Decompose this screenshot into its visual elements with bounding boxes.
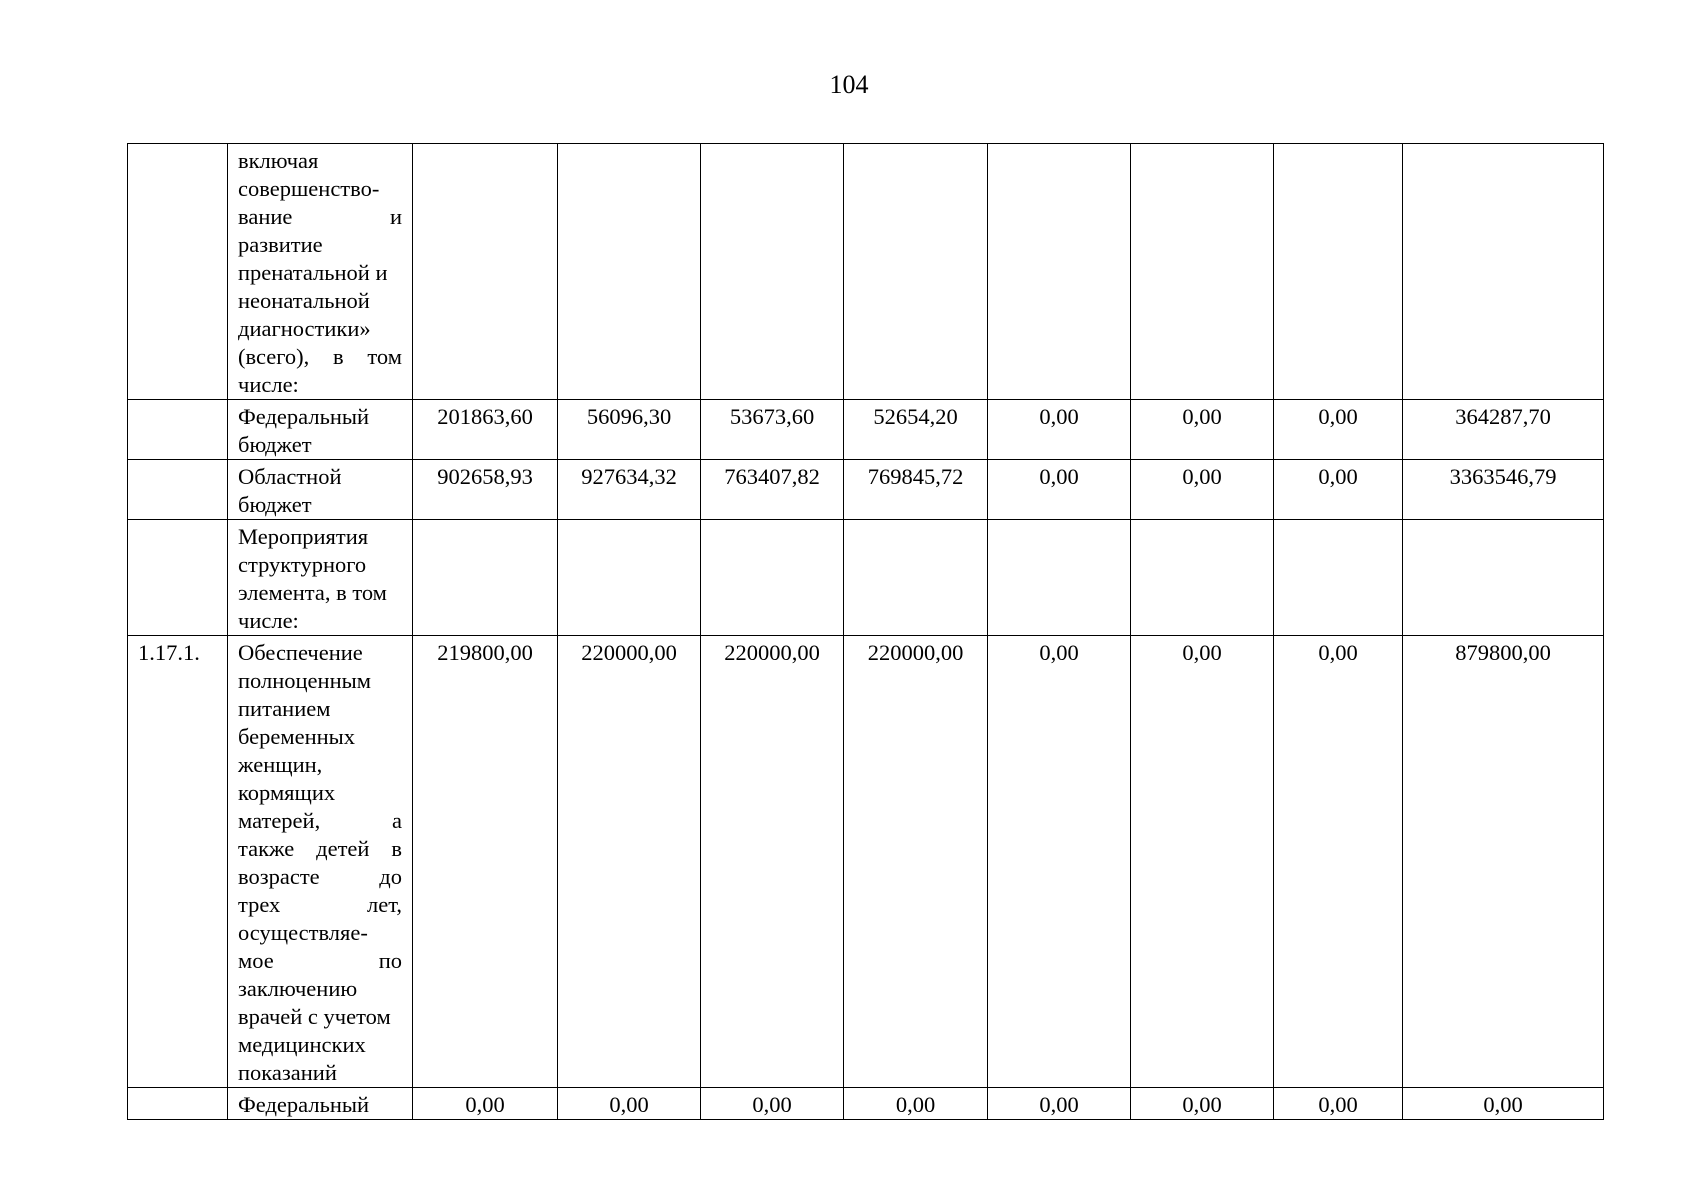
value-cell bbox=[1274, 520, 1403, 636]
value-cell: 52654,20 bbox=[844, 400, 988, 460]
row-name-line: Областной bbox=[238, 464, 342, 489]
row-name-line: включая bbox=[238, 148, 319, 173]
row-name-line: также детей в bbox=[238, 836, 402, 861]
value-cell: 0,00 bbox=[558, 1088, 701, 1120]
row-name-line: развитие bbox=[238, 232, 323, 257]
value-cell bbox=[1403, 520, 1604, 636]
value-cell: 0,00 bbox=[1131, 1088, 1274, 1120]
value-cell: 219800,00 bbox=[413, 636, 558, 1088]
row-name-line: неонатальной bbox=[238, 288, 370, 313]
row-name-line: осуществляе- bbox=[238, 920, 368, 945]
value-cell bbox=[413, 144, 558, 400]
row-name-line: возрасте до bbox=[238, 864, 402, 889]
row-name-line: пренатальной и bbox=[238, 260, 388, 285]
value-cell bbox=[844, 520, 988, 636]
value-cell: 220000,00 bbox=[844, 636, 988, 1088]
value-cell bbox=[1131, 520, 1274, 636]
row-name-line: врачей с учетом bbox=[238, 1004, 391, 1029]
row-name-line: бюджет bbox=[238, 492, 312, 517]
table-row bbox=[128, 400, 1604, 460]
value-cell: 364287,70 bbox=[1403, 400, 1604, 460]
table-body bbox=[128, 144, 1604, 1120]
value-cell: 927634,32 bbox=[558, 460, 701, 520]
value-cell: 0,00 bbox=[988, 460, 1131, 520]
value-cell: 0,00 bbox=[1131, 460, 1274, 520]
value-cell: 0,00 bbox=[988, 1088, 1131, 1120]
value-cell: 902658,93 bbox=[413, 460, 558, 520]
value-cell: 0,00 bbox=[1274, 400, 1403, 460]
table-row bbox=[128, 520, 1604, 636]
row-name-line: показаний bbox=[238, 1060, 337, 1085]
row-name-line: совершенство- bbox=[238, 176, 380, 201]
value-cell: 0,00 bbox=[988, 636, 1131, 1088]
row-name-line: структурного bbox=[238, 552, 367, 577]
row-name-line: беременных bbox=[238, 724, 356, 749]
value-cell: 879800,00 bbox=[1403, 636, 1604, 1088]
table-row bbox=[128, 1088, 1604, 1120]
value-cell bbox=[413, 520, 558, 636]
value-cell: 0,00 bbox=[1274, 636, 1403, 1088]
value-cell: 0,00 bbox=[988, 400, 1131, 460]
value-cell: 763407,82 bbox=[701, 460, 844, 520]
row-name-line: мое по bbox=[238, 948, 402, 973]
value-cell bbox=[1403, 144, 1604, 400]
row-name-line: вание и bbox=[238, 204, 402, 229]
row-name-line: Федеральный bbox=[238, 1092, 370, 1117]
row-name-line: полноценным bbox=[238, 668, 371, 693]
value-cell: 201863,60 bbox=[413, 400, 558, 460]
value-cell: 3363546,79 bbox=[1403, 460, 1604, 520]
page-number: 104 bbox=[829, 70, 869, 99]
row-name-cell bbox=[228, 1088, 413, 1120]
row-name-line: женщин, bbox=[238, 752, 323, 777]
value-cell bbox=[1131, 144, 1274, 400]
value-cell bbox=[558, 144, 701, 400]
budget-table bbox=[127, 143, 1604, 1120]
row-name-line: числе: bbox=[238, 372, 299, 397]
row-name-line: Федеральный bbox=[238, 404, 370, 429]
row-name-line: трех лет, bbox=[238, 892, 402, 917]
value-cell: 0,00 bbox=[413, 1088, 558, 1120]
value-cell bbox=[701, 520, 844, 636]
row-name-cell bbox=[228, 144, 413, 400]
row-name-line: бюджет bbox=[238, 432, 312, 457]
value-cell: 0,00 bbox=[844, 1088, 988, 1120]
value-cell: 0,00 bbox=[1131, 400, 1274, 460]
value-cell: 220000,00 bbox=[701, 636, 844, 1088]
value-cell bbox=[988, 144, 1131, 400]
value-cell: 53673,60 bbox=[701, 400, 844, 460]
row-name-line: медицинских bbox=[238, 1032, 366, 1057]
row-name-line: (всего), в том bbox=[238, 344, 402, 369]
row-name-cell bbox=[228, 520, 413, 636]
row-name-line: Мероприятия bbox=[238, 524, 369, 549]
row-name-line: диагностики» bbox=[238, 316, 371, 341]
row-code-cell bbox=[128, 1088, 228, 1120]
table-row bbox=[128, 460, 1604, 520]
value-cell bbox=[701, 144, 844, 400]
value-cell bbox=[558, 520, 701, 636]
value-cell bbox=[1274, 144, 1403, 400]
value-cell: 0,00 bbox=[1274, 460, 1403, 520]
value-cell: 769845,72 bbox=[844, 460, 988, 520]
table-row bbox=[128, 636, 1604, 1088]
row-name-line: матерей, а bbox=[238, 808, 402, 833]
value-cell bbox=[988, 520, 1131, 636]
row-code-cell: 1.17.1. bbox=[128, 636, 228, 1088]
row-name-cell bbox=[228, 460, 413, 520]
row-code-cell bbox=[128, 400, 228, 460]
value-cell: 220000,00 bbox=[558, 636, 701, 1088]
value-cell: 56096,30 bbox=[558, 400, 701, 460]
value-cell: 0,00 bbox=[1403, 1088, 1604, 1120]
row-name-line: кормящих bbox=[238, 780, 336, 805]
row-code-cell bbox=[128, 520, 228, 636]
value-cell bbox=[844, 144, 988, 400]
row-name-cell bbox=[228, 400, 413, 460]
row-name-line: Обеспечение bbox=[238, 640, 363, 665]
value-cell: 0,00 bbox=[1131, 636, 1274, 1088]
row-code-cell bbox=[128, 144, 228, 400]
row-name-line: элемента, в том bbox=[238, 580, 387, 605]
row-name-line: питанием bbox=[238, 696, 331, 721]
value-cell: 0,00 bbox=[1274, 1088, 1403, 1120]
row-name-cell bbox=[228, 636, 413, 1088]
table-row bbox=[128, 144, 1604, 400]
row-code-cell bbox=[128, 460, 228, 520]
value-cell: 0,00 bbox=[701, 1088, 844, 1120]
row-name-line: числе: bbox=[238, 608, 299, 633]
row-name-line: заключению bbox=[238, 976, 358, 1001]
